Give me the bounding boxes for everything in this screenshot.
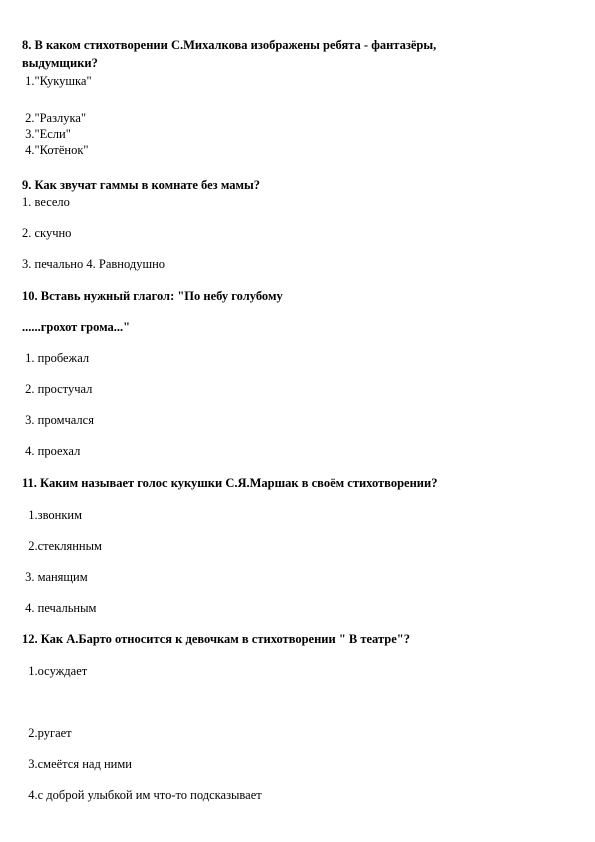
q8-option-1: 1."Кукушка" [22,74,92,88]
q12-option-2: 2.ругает [22,726,72,740]
q8-option-4: 4."Котёнок" [22,143,89,157]
q10-option-1: 1. пробежал [22,351,90,365]
q12-option-3: 3.смеётся над ними [22,757,132,771]
q8-question-line1: 8. В каком стихотворении С.Михалкова изображены ребята - фантазёры, [22,38,437,52]
q8-option-3: 3."Если" [22,127,71,141]
q10-question-line1: 10. Вставь нужный глагол: "По небу голубому [22,289,283,303]
q11-question: 11. Каким называет голос кукушки С.Я.Маршак в своём стихотворении? [22,476,438,490]
q9-question: 9. Как звучат гаммы в комнате без мамы? [22,178,261,192]
q11-option-4: 4. печальным [22,601,97,615]
q11-option-1: 1.звонким [22,508,82,522]
q12-option-1: 1.осуждает [22,664,88,678]
q10-question-line2: ......грохот грома..." [22,320,131,334]
q11-option-2: 2.стеклянным [22,539,102,553]
q12-question: 12. Как А.Барто относится к девочкам в стихотворении " В театре"? [22,632,410,646]
q9-option-2: 2. скучно [22,226,72,240]
q8-question-line2: выдумщики? [22,56,98,70]
q12-option-4: 4.с доброй улыбкой им что-то подсказывает [22,788,262,802]
q11-option-3: 3. манящим [22,570,88,584]
q8-option-2: 2."Разлука" [22,111,87,125]
q9-option-3: 3. печально 4. Равнодушно [22,257,166,271]
q10-option-4: 4. проехал [22,444,81,458]
q10-option-2: 2. простучал [22,382,93,396]
q9-option-1: 1. весело [22,195,70,209]
q10-option-3: 3. промчался [22,413,94,427]
